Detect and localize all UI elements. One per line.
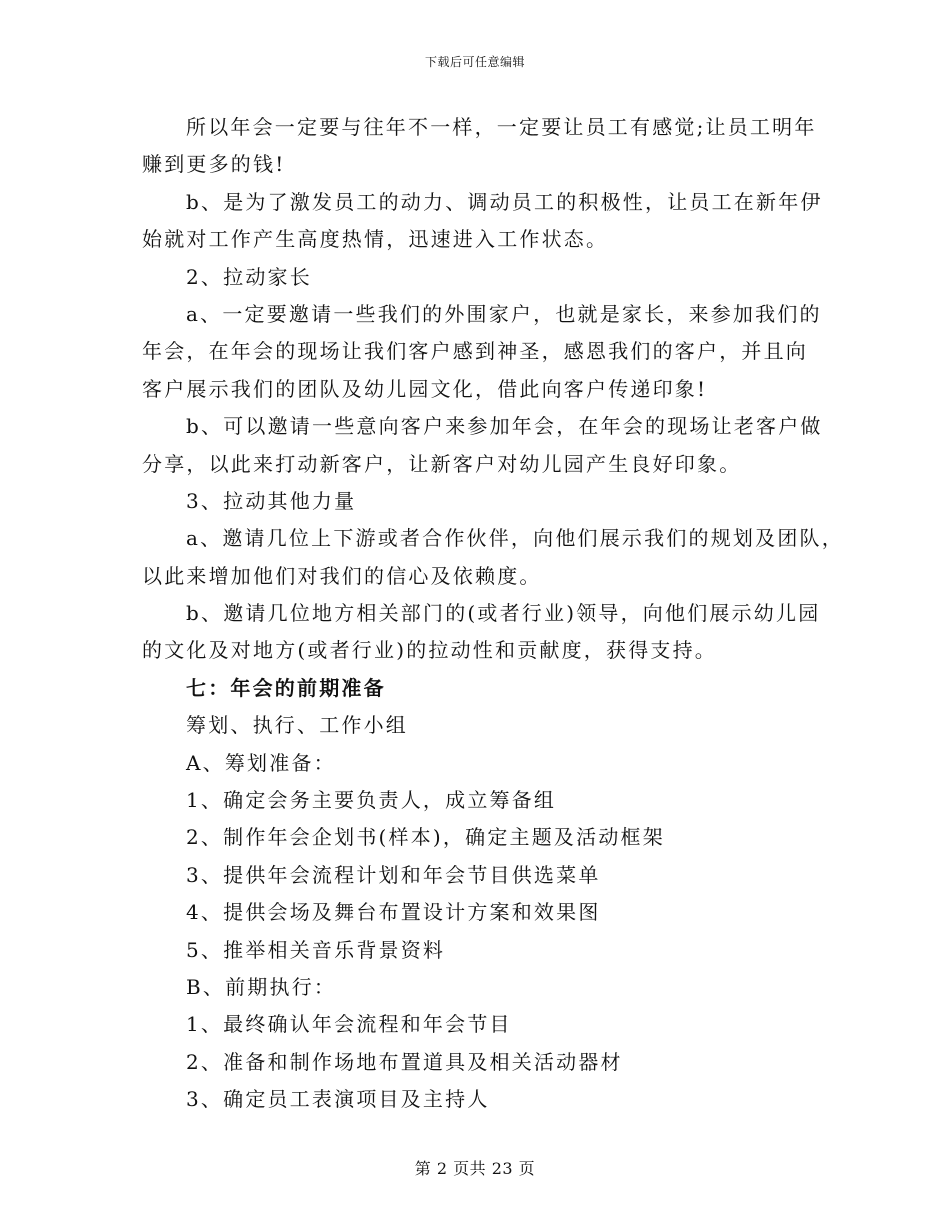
text-line: 2、准备和制作场地布置道具及相关活动器材 bbox=[186, 1049, 623, 1074]
text-line: a、邀请几位上下游或者合作伙伴，向他们展示我们的规划及团队， bbox=[186, 526, 844, 551]
text-line: 3、确定员工表演项目及主持人 bbox=[186, 1087, 490, 1112]
text-line: 的文化及对地方(或者行业)的拉动性和贡献度，获得支持。 bbox=[142, 638, 718, 663]
text-line: 客户展示我们的团队及幼儿园文化，借此向客户传递印象! bbox=[142, 376, 708, 401]
section-heading: 七：年会的前期准备 bbox=[186, 675, 386, 700]
text-line: B、前期执行： bbox=[186, 974, 337, 999]
text-line: A、筹划准备： bbox=[186, 750, 336, 775]
document-body bbox=[142, 109, 844, 1119]
page-footer: 第 2 页共 23 页 bbox=[414, 1159, 536, 1178]
text-line: 5、推举相关音乐背景资料 bbox=[186, 937, 446, 962]
text-line: a、一定要邀请一些我们的外围家户，也就是家长，来参加我们的 bbox=[186, 301, 822, 326]
text-line: 以此来增加他们对我们的信心及依赖度。 bbox=[142, 563, 542, 588]
text-line: b、邀请几位地方相关部门的(或者行业)领导，向他们展示幼儿园 bbox=[186, 601, 821, 626]
text-line: 2、制作年会企划书(样本)，确定主题及活动框架 bbox=[186, 825, 665, 850]
text-line: 4、提供会场及舞台布置设计方案和效果图 bbox=[186, 900, 601, 925]
text-line: 所以年会一定要与往年不一样，一定要让员工有感觉;让员工明年 bbox=[186, 115, 817, 139]
text-line: 1、确定会务主要负责人，成立筹备组 bbox=[186, 788, 557, 813]
text-line: 筹划、执行、工作小组 bbox=[186, 713, 408, 738]
page-header: 下载后可任意编辑 bbox=[424, 55, 525, 69]
text-line: 始就对工作产生高度热情，迅速进入工作状态。 bbox=[142, 227, 609, 252]
text-line: 3、拉动其他力量 bbox=[186, 488, 357, 513]
text-line: 分享，以此来打动新客户，让新客户对幼儿园产生良好印象。 bbox=[142, 451, 742, 476]
text-line: 1、最终确认年会流程和年会节目 bbox=[186, 1012, 512, 1037]
text-line: b、可以邀请一些意向客户来参加年会，在年会的现场让老客户做 bbox=[186, 414, 823, 439]
text-line: 2、拉动家长 bbox=[186, 264, 312, 289]
text-line: b、是为了激发员工的动力、调动员工的积极性，让员工在新年伊 bbox=[186, 189, 823, 214]
text-line: 年会，在年会的现场让我们客户感到神圣，感恩我们的客户，并且向 bbox=[142, 339, 808, 364]
text-line: 3、提供年会流程计划和年会节目供选菜单 bbox=[186, 862, 601, 887]
text-line: 赚到更多的钱! bbox=[142, 152, 286, 177]
